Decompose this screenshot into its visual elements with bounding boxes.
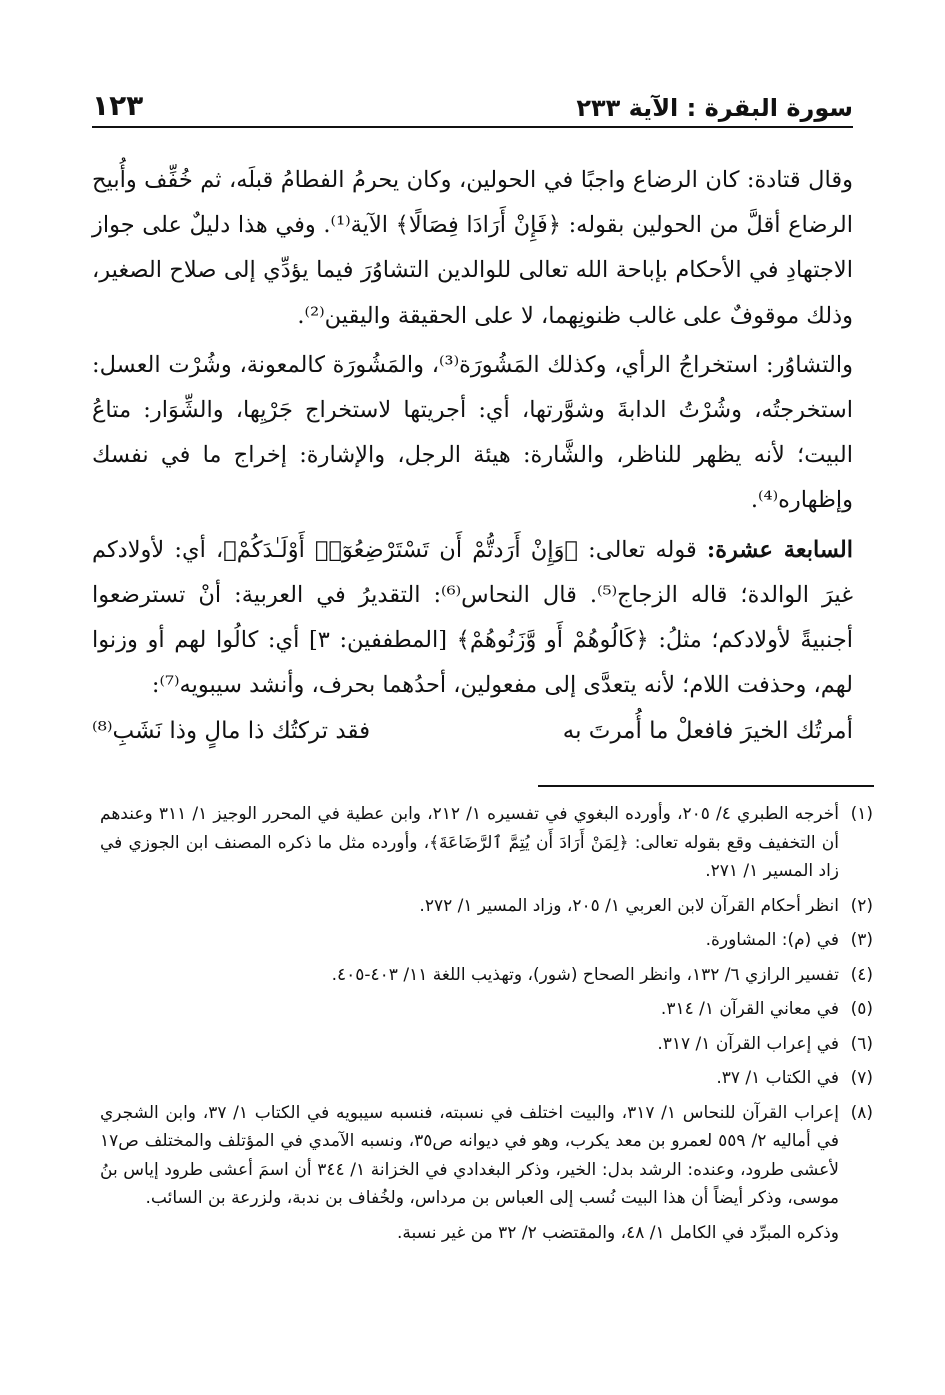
footnote-number: (٦) (850, 1033, 873, 1054)
footnote (100, 1099, 873, 1213)
footnote-number: (١) (850, 804, 873, 824)
verse-first-hemistich: أمرتُك الخيرَ فافعلْ ما أُمرتَ به (562, 718, 853, 745)
footnote-text: في معاني القرآن ١/ ٣١٤. (660, 999, 839, 1019)
footnote (100, 1030, 873, 1059)
footnote-text: تفسير الرازي ٦/ ١٣٢، وانظر الصحاح (شور)، وتهذيب اللغة ١١/ ٤٠٣-٤٠٥. (331, 964, 839, 985)
page-header (92, 78, 853, 122)
footnote (100, 961, 873, 990)
footnote-number: (٧) (850, 1068, 873, 1088)
footnote (100, 995, 873, 1024)
footnote-number: (٥) (850, 999, 873, 1019)
paragraph-3 (92, 528, 853, 709)
footnote-text: أخرجه الطبري ٤/ ٢٠٥، وأورده البغوي في تفسيره ١/ ٢١٢، وابن عطية في المحرر الوجيز ١/ ٣١١ وعندهم أن التخفيف وقع بقوله تعالى: ﴿لِمَنْ أَرَادَ أَن يُتِمَّ ٱلرَّضَاعَةَ﴾، وأورده مثل ما ذكره المصنف ابن الجوزي في زاد المسير ١/ ٢٧١. (100, 804, 839, 881)
footnote-text: في (م): المشاورة. (705, 930, 839, 950)
footnote (100, 800, 873, 886)
section-heading: السابعة عشرة: (706, 536, 853, 563)
poetry-verse (92, 708, 853, 754)
footnote-number: (٢) (850, 895, 873, 916)
footnote (100, 1064, 873, 1093)
footnote-text: انظر أحكام القرآن لابن العربي ١/ ٢٠٥، وزاد المسير ١/ ٢٧٢. (419, 895, 839, 916)
footnote (100, 926, 873, 955)
footnote-number: (٣) (850, 930, 873, 950)
paragraph-1: وقال قتادة: كان الرضاع واجبًا في الحولين، وكان يحرمُ الفطامُ قبلَه، ثم خُفِّف وأُبيح الرضاع أقلَّ من الحولين بقوله: ﴿فَإِنْ أَرَادَا فِصَالًا﴾ الآية⁽¹⁾. وفي هذا دليلٌ على جواز الاجتهادِ في الأحكام بإباحة الله تعالى للوالدين التشاوُرَ فيما يؤدِّي إلى صلاح الصغير، وذلك موقوفٌ على غالب ظنونِهما، لا على الحقيقة واليقين⁽²⁾. (92, 167, 853, 329)
paragraph-3-text: قوله تعالى: ﴿وَإِنْ أَرَدتُّمْ أَن تَسْتَرْضِعُوٓا۟ أَوْلَـٰدَكُمْ﴾، أي: لأولادكم غيرَ الوالدة؛ قاله الزجاج⁽⁵⁾. قال النحاس⁽⁶⁾: التقديرُ في العربية: أنْ تسترضعوا أجنبيةً لأولادكم؛ مثلُ: ﴿كَالُوهُمْ أَو وَّزَنُوهُمْ﴾ [المطففين: ٣] أي: كالُوا لهم أو وزنوا لهم، وحذفت اللام؛ لأنه يتعدَّى إلى مفعولين، أحدُهما بحرف، وأنشد سيبويه⁽⁷⁾: (92, 536, 853, 699)
paragraph-2: والتشاوُر: استخراجُ الرأي، وكذلك المَشُورَة⁽³⁾، والمَشُورَة كالمعونة، وشُرْت العسل: استخرجتُه، وشُرْتُ الدابةَ وشوَّرتها، أي: أجريتها لاستخراج جَرْيِها، والشِّوَار: متاعُ البيت؛ لأنه يظهر للناظر، والشَّارة: هيئة الرجل، والإشارة: إخراج ما في نفسك وإظهاره⁽⁴⁾. (92, 351, 853, 514)
main-text (92, 158, 853, 754)
footnote (100, 892, 873, 921)
header-rule (92, 126, 853, 128)
footnote-text: إعراب القرآن للنحاس ١/ ٣١٧، والبيت اختلف في نسبته، فنسبه سيبويه في الكتاب ١/ ٣٧، وابن الشجري في أماليه ٢/ ٥٥٩ لعمرو بن معد يكرب، وهو في ديوانه ص٣٥، ونسبه الآمدي في المؤتلف والمختلف ص١٧ لأعشى طرود، وعنده: الرشد بدل: الخير، وذكر البغدادي في الخزانة ١/ ٣٤٤ أن اسمَ أعشى طرود إياس بنُ موسى، وذكر أيضاً أن هذا البيت نُسب إلى العباس بن مرداس، ولخُفاف بن ندبة، ولزرعة بن السائب. (100, 1102, 839, 1208)
footnote-separator (538, 785, 874, 787)
footnote-text: في إعراب القرآن ١/ ٣١٧. (657, 1033, 839, 1054)
footnote-number: (٤) (850, 964, 873, 985)
footnote-number: (٨) (850, 1102, 873, 1123)
footnote-text: في الكتاب ١/ ٣٧. (716, 1068, 839, 1088)
footnote-continuation: وذكره المبرِّد في الكامل ١/ ٤٨، والمقتضب ٢/ ٣٢ من غير نسبة. (396, 1222, 839, 1243)
footnotes (100, 800, 873, 1247)
verse-second-hemistich: فقد تركتُك ذا مالٍ وذا نَشَبِ⁽⁸⁾ (92, 718, 371, 745)
running-title: سورة البقرة : الآية ٢٣٣ (576, 94, 853, 122)
page-number: ١٢٣ (92, 89, 144, 122)
